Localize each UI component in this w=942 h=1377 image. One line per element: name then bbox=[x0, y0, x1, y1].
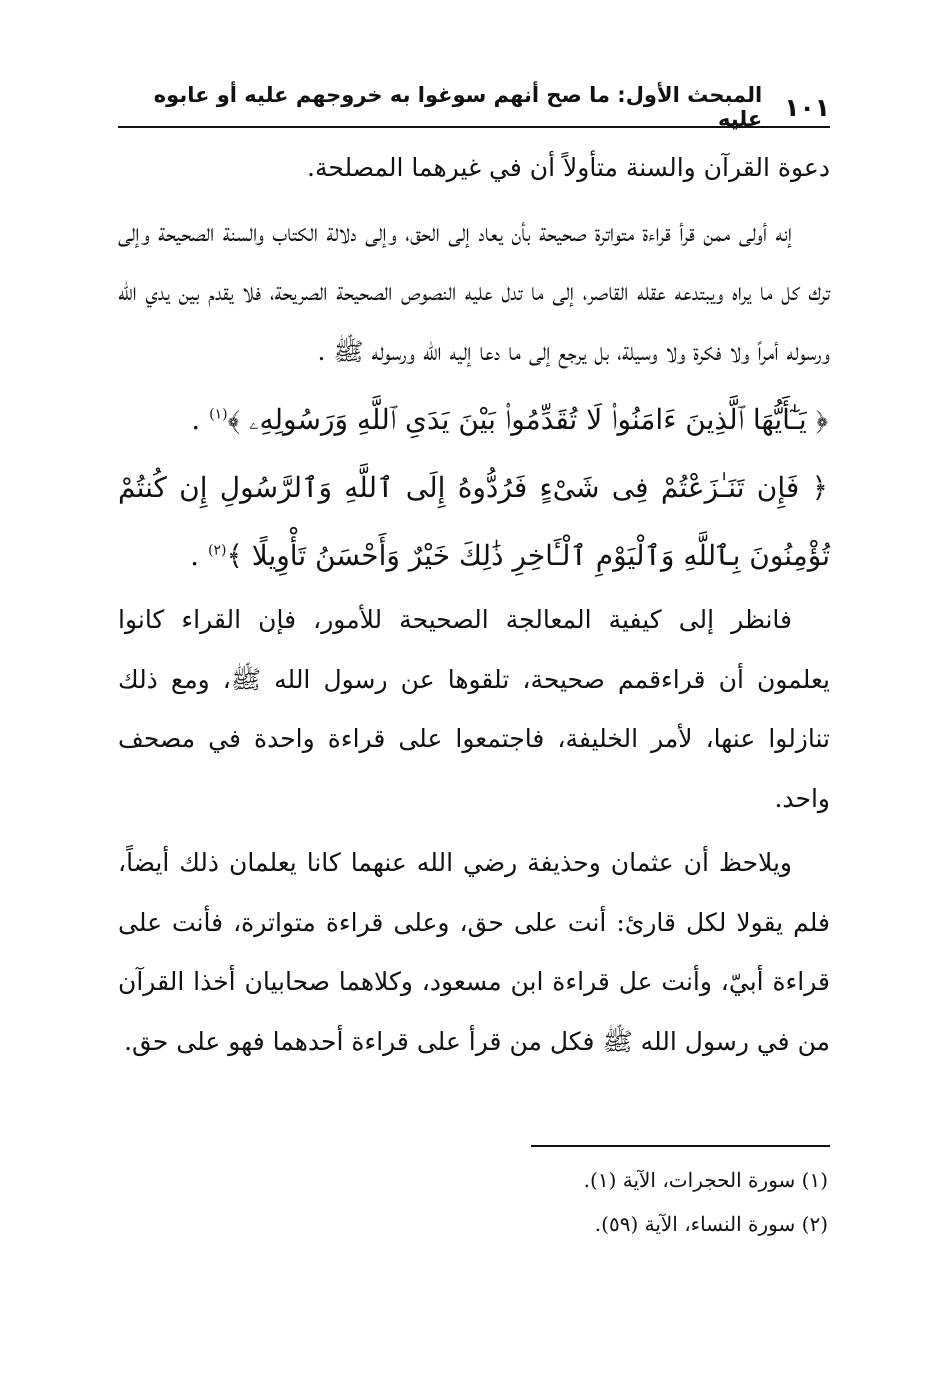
body-text bbox=[118, 138, 830, 1076]
footnote-1: (١) سورة الحجرات، الآية (١). bbox=[583, 1168, 828, 1192]
quran-verse-1-end: . bbox=[191, 403, 210, 436]
footnote-2: (٢) سورة النساء، الآية (٥٩). bbox=[594, 1212, 828, 1236]
page-header bbox=[118, 83, 830, 131]
quran-verse-2-text: ﴿ فَإِن تَنَـٰزَعْتُمْ فِى شَىْءٍ فَرُدُّوهُ إِلَى ٱللَّهِ وَٱلرَّسُولِ إِن كُنتُمْ تُؤْمِنُونَ بِٱللَّهِ وَٱلْيَوْمِ ٱلْـَٔاخِرِ ذَٰلِكَ خَيْرٌ وَأَحْسَنُ تَأْوِيلًا ﴾ bbox=[118, 471, 830, 572]
footnote-ref-2: (٢) bbox=[207, 542, 227, 559]
quran-verse-2-end: . bbox=[190, 539, 208, 572]
paragraph-3: فانظر إلى كيفية المعالجة الصحيحة للأمور، فإن القراء كانوا يعلمون أن قراءقمم صحيحة، تلقوها عن رسول الله ﷺ، ومع ذلك تنازلوا عنها، لأمر الخليفة، فاجتمعوا على قراءة واحدة في مصحف واحد. bbox=[118, 605, 831, 813]
quran-verse-1-text: ﴿ يَـٰٓأَيُّهَا ٱلَّذِينَ ءَامَنُوا۟ لَا تُقَدِّمُوا۟ بَيْنَ يَدَىِ ٱللَّهِ وَرَسُولِهِۦ ﴾ bbox=[227, 403, 828, 436]
paragraph-4: ويلاحظ أن عثمان وحذيفة رضي الله عنهما كانا يعلمان ذلك أيضاً، فلم يقولا لكل قارئ: أنت على حق، وعلى قراءة متواترة، فأنت على قراءة أبيّ، وأنت عل قراءة ابن مسعود، وكلاهما صحابيان أخذا القرآن من في رسول الله ﷺ فكل من قرأ على قراءة أحدهما فهو على حق. bbox=[118, 848, 830, 1056]
quran-verse-2 bbox=[118, 454, 830, 590]
running-title: المبحث الأول: ما صح أنهم سوغوا به خروجهم عليه أو عابوه عليه bbox=[153, 83, 763, 131]
footnote-ref-1: (١) bbox=[209, 406, 228, 423]
footnote-separator bbox=[531, 1145, 830, 1147]
page-number: ١٠١ bbox=[784, 92, 830, 122]
quran-verse-1 bbox=[118, 386, 830, 454]
paragraph-1: دعوة القرآن والسنة متأولاً أن في غيرهما المصلحة. bbox=[307, 153, 830, 182]
paragraph-2: إنه أولى ممن قرأ قراءة متواترة صحيحة بأن يعاد إلى الحق، وإلى دلالة الكتاب والسنة الصحيحة وإلى ترك كل ما يراه ويبتدعه عقله القاصر، إلى ما تدل عليه النصوص الصحيحة الصريحة، فلا يقدم بين يدي الله ورسوله أمراً ولا فكرة ولا وسيلة، بل يرجع إلى ما دعا إليه الله ورسوله ﷺ . bbox=[118, 217, 830, 366]
footnotes bbox=[118, 1158, 830, 1246]
